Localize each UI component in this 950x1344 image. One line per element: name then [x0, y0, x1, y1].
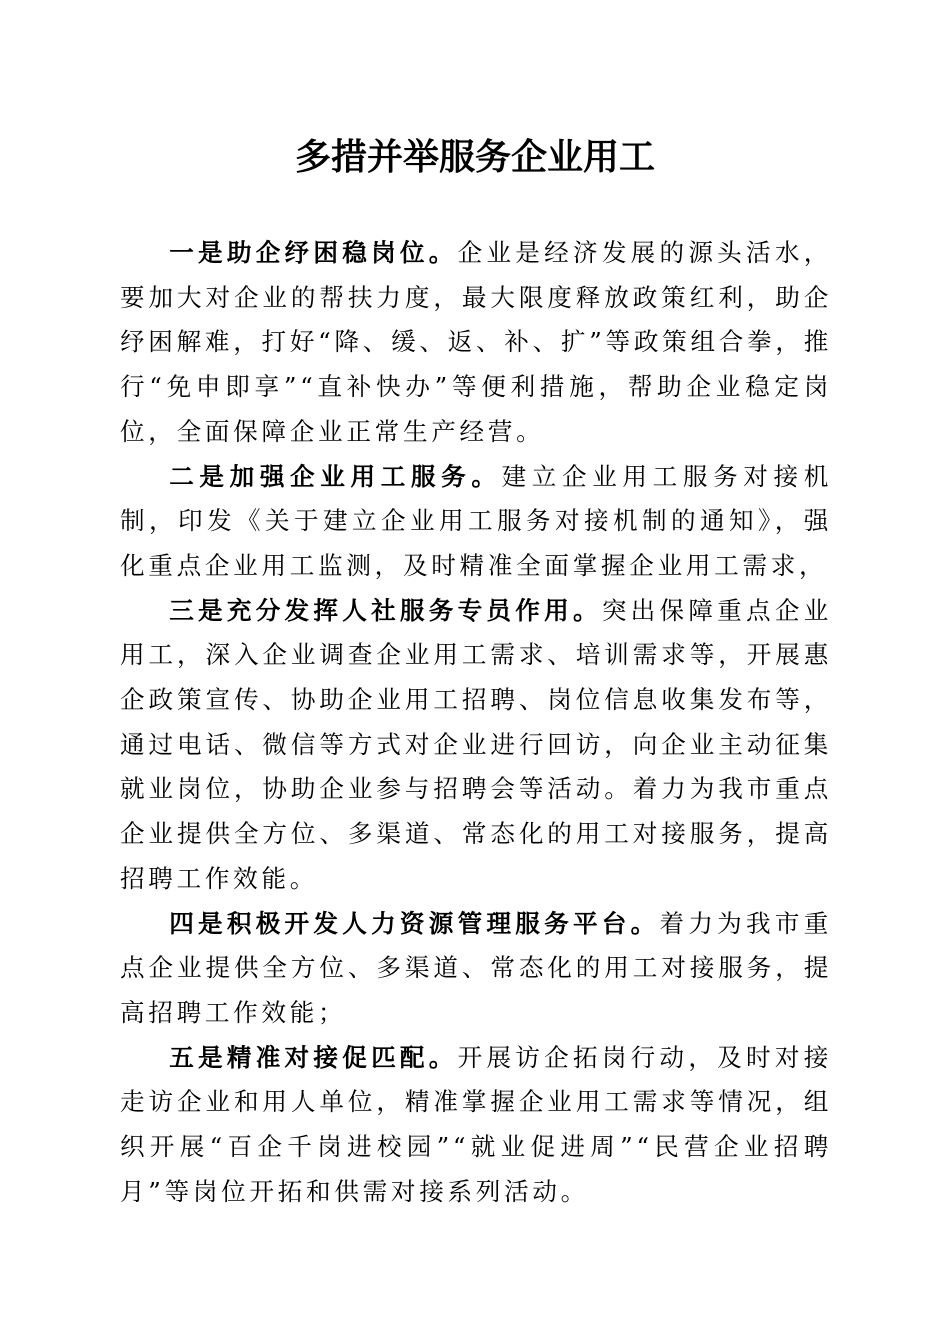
paragraph-5-lead: 五是精准对接促匹配。: [169, 1042, 458, 1072]
paragraph-3-text: 突出保障重点企业用工，深入企业调查企业用工需求、培训需求等，开展惠企政策宣传、协助企业用工招聘、岗位信息收集发布等，通过电话、微信等方式对企业进行回访，向企业主动征集就业岗位，协助企业参与招聘会等活动。着力为我市重点企业提供全方位、多渠道、常态化的用工对接服务，提高招聘工作效能。: [120, 595, 832, 893]
paragraph-1: [120, 231, 832, 455]
paragraph-2-text: 建立企业用工服务对接机制，印发《关于建立企业用工服务对接机制的通知》，强化重点企业用工监测，及时精准全面掌握企业用工需求，: [120, 461, 833, 580]
paragraph-5-text: 开展访企拓岗行动，及时对接走访企业和用人单位，精准掌握企业用工需求等情况，组织开展“百企千岗进校园”“就业促进周”“民营企业招聘月”等岗位开拓和供需对接系列活动。: [120, 1042, 832, 1206]
paragraph-4: [120, 902, 832, 1036]
paragraph-3: [120, 589, 832, 902]
paragraph-1-lead: 一是助企纾困稳岗位。: [169, 238, 458, 267]
paragraph-2: [120, 455, 832, 589]
paragraph-1-text: 企业是经济发展的源头活水，要加大对企业的帮扶力度，最大限度释放政策红利，助企纾困解难，打好“降、缓、返、补、扩”等政策组合拳，推行“免申即享”“直补快办”等便利措施，帮助企业稳定岗位，全面保障企业正常生产经营。: [120, 238, 832, 446]
paragraph-4-lead: 四是积极开发人力资源管理服务平台。: [169, 908, 660, 938]
paragraph-2-lead: 二是加强企业用工服务。: [169, 461, 502, 491]
document-title: 多措并举服务企业用工: [294, 136, 655, 178]
paragraph-5: [120, 1036, 832, 1215]
document-body: [120, 231, 832, 1214]
paragraph-4-text: 着力为我市重点企业提供全方位、多渠道、常态化的用工对接服务，提高招聘工作效能；: [120, 908, 833, 1027]
paragraph-3-lead: 三是充分发挥人社服务专员作用。: [169, 595, 602, 625]
